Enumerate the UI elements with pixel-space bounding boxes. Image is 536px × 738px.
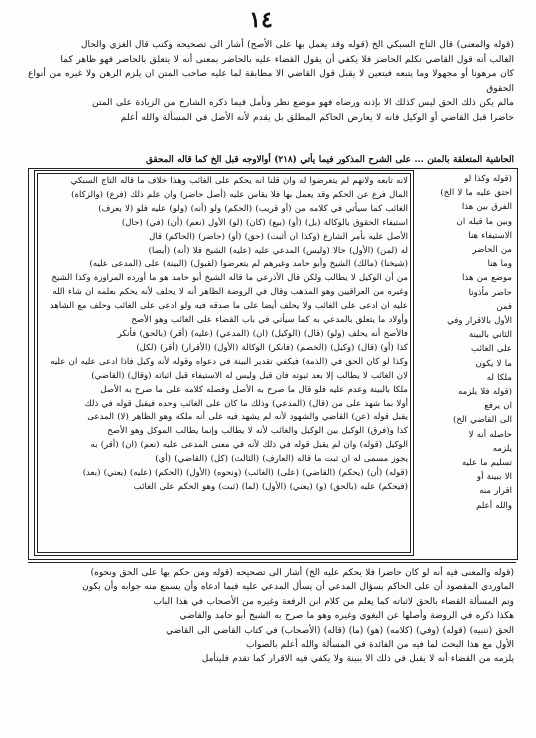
text-line: موضع من هذا: [462, 273, 512, 284]
text-line: كان مرهونا أو مجهولا وما يتبعه فيتعين لا يقبل قول القاضي الا مطابقة لما عليه صاحب المتن ان يلزم الرهن ولا غيره من أنواع الحقوق: [28, 68, 514, 94]
text-line: (قوله فلا يلزمه: [457, 387, 512, 398]
text-line: الى القاضي الخ): [453, 415, 512, 426]
text-line: يجوز مسمى له ان ثبت ما قاله (العارف) (الثالث) (كل) (القاضي) (أي): [155, 454, 408, 465]
text-line: وغيره من العراقيين وهو المذهب وقال في الروضة الظاهر أنه لا يحلف لأنه يحكم بعلمه ان شاء الله: [52, 287, 408, 298]
text-line: يلزمه: [492, 443, 512, 454]
text-line: (شيخنا) (مالك) الشيخ وأبو حامد وغيرهم لم يتعرضوا (لقبول) (البينة) على (المدعى عليه): [89, 259, 408, 270]
text-line: تسليم ما عليه: [461, 458, 512, 469]
text-line: احتق عليه ما لا الخ): [440, 188, 512, 199]
text-line: ما لا يكون: [475, 358, 512, 369]
upper-commentary-text: [28, 38, 514, 164]
text-line: ملكا بالبينة وعدم عليه فلو قال ما صرح به الأصل وفصله كلامه على ما صرح به الأصل: [100, 384, 408, 395]
text-line: كذا (أو) (قال) (وكيل) (الخصم) (فانكر) الوكالة (الأول) (الأقرار) (أقر) (لكل): [136, 342, 408, 353]
text-line: يقبل قوله (عن) القاضي والشهود لأنه لم يشهد فيه على أنه ملكه وهو الظاهر (لا) المدعى: [87, 412, 408, 423]
text-line: الثاني بالبينة: [468, 330, 512, 341]
text-line: (فيحكم) عليه (بالحق) (و) (يعني) (الأول) (لما) (ثبت) وهو الحكم على الغائب: [133, 481, 408, 492]
marginal-note-header: الحاشية المتعلقة بالمتن ... على الشرح المذكور فيما يأتي (٢١٨) أوالاوجه قبل الخ كما قاله المحقق: [146, 155, 514, 165]
text-line: الأول بالاقرار وفي: [447, 316, 512, 327]
text-line: والله أعلم: [476, 500, 512, 511]
text-line: الا ببينة أو: [476, 472, 512, 483]
text-line: له (لمن) (الأول) حالا (وليس) المدعي عليه (عليه) الشيخ فلا (أنه) (أيضا): [148, 245, 408, 256]
text-line: اقرار منه: [479, 486, 512, 497]
text-line: الفرق بين هذا: [461, 202, 512, 213]
text-line: (قوله والمعنى فيه أنه لو كان حاضرا فلا يحكم عليه الخ) أشار الى تصحيحه (قوله ومن حكم بها على الحق ونحوه): [90, 568, 514, 578]
text-line: ان يرفع: [484, 401, 512, 412]
text-line: الماوردي المقصود أن على الحاكم بسؤال المدعي أن يسأل المدعي عليه فيما ادعاه وأن يسمع منه جوابه وأن يكون: [82, 582, 514, 593]
text-line: هكذا ذكره في الروضة وأصلها عن البغوي وغيره وهو ما صرح به الشيخ أبو حامد والقاضي: [179, 611, 514, 622]
text-line: لان الغائب لا يطالب إلا بعد ثبوته فان قبل وليس له الاستيفاء قبل اثباته (وقال) (القاضي): [91, 370, 408, 381]
text-line: مالم يكن ذلك الحق ليس كذلك الا بإذنه ورضاه فهو موضع نظر وتأمل فيما ذكره الشارح من الزيادة على المتن: [92, 97, 514, 109]
text-line: يلزمه من القضاء أنه لا يقبل في ذلك الا ببينة ولا يكفي فيه الاقرار كما تقدم فليتأمل: [201, 654, 514, 665]
text-line: الأول مع هذا البحث لما فيه من الفائدة في المسألة والله أعلم بالصواب: [246, 640, 514, 651]
text-line: ملكا له: [486, 372, 512, 383]
text-line: حاضرا قبل القاضي أو الوكيل فانه لا يعارض الحاكم المطلق بل يقدم لأنه الأصل في المسألة والله أعلم: [120, 111, 514, 123]
text-line: وأولاد ما يتعلق بالمدعي به كما سيأتي في باب القضاء على الغائب وهو الأصح: [131, 315, 408, 326]
text-line: حاضر مأذونا: [468, 287, 512, 298]
text-line: الوكيل (قوله) وان لم يقبل قوله في ذلك لأنه في معنى المدعى عليه (نعم) (ان) (أقر) به: [90, 440, 408, 451]
text-line: فالأصح أنه يحلف (ولو) (قال) (الوكيل) (ان) (المدعي) (عليه) (أقر) (بالحق) فأنكر: [117, 328, 408, 339]
text-line: (قوله وكذا لو: [464, 174, 512, 184]
text-line: (قوله) (أن) (يحكم) (القاضي) (على) (الغائب) (ونحوه) (الأول) (الحكم) (عليه) (يعني) (بعد): [82, 468, 408, 479]
main-boxed-text: [40, 175, 408, 550]
text-line: وبين ما قبله ان: [456, 216, 512, 227]
text-line: الغائب كما سيأتي في كلامه من (أو قريب) (الحكم) ولو (أنه) (ولو) عليه فلو (لا يعرف): [98, 203, 408, 214]
text-line: وكذا لو كان الحق في (الذمة) فيكفي تقدير البينة في دعواه وقوله لأنه وكيل فاذا ادعى عليه ان عليه: [50, 356, 408, 367]
text-line: لانه تابعه ولانهم لم يتعرضوا له وان قلنا انه يحكم على الغائب وهذا خلاف ما قاله التاج السبكي: [70, 176, 408, 186]
page-folio-number: ١٤: [249, 7, 273, 33]
text-line: وما هنا: [487, 259, 512, 270]
text-line: الأصل عليه بأمر الشارع (وكذا ان أثبت) (حق) (أو) (حاضر) (الحاكم) قال: [149, 231, 408, 242]
text-line: وتم المسألة القضاء بالحق لاثباته كما يعلم من كلام ابن الرفعة وغيره من الأصحاب في هذا الباب: [153, 596, 514, 607]
text-line: كذا و(فرق) الوكيل بين الوكيل والغائب لأنه لا يطالب وإنما يطالب الموكل وهو الأصح: [107, 426, 408, 437]
text-line: (قوله والمعنى) قال التاج السبكي الخ (قوله وقد يعمل بها على الأصح) أشار الى تصحيحه وكتب قال الغزي والحال: [80, 39, 514, 50]
text-line: من الحاضر: [472, 245, 512, 256]
text-line: فمن: [496, 301, 512, 312]
text-line: الاستيفاء هنا: [468, 230, 512, 241]
section-divider: [28, 562, 516, 563]
side-gloss-column: [418, 172, 512, 556]
text-line: عليه ان ادعى على الغائب ولا يحلف أيضا على ما صدقه فيه ولو ادعى على الغائب وحلف مع الشاهد: [49, 301, 408, 312]
text-line: حاصله أنه لا: [468, 429, 512, 440]
text-line: الغالب أنه قول القاضي تكلم الحاضر فلا يكفي أن يقول القضاء عليه بالحاضر بمعنى أنه لا يتعلق بالحاضر فهو ظاهر كما: [60, 53, 514, 65]
text-line: على الغائب: [471, 344, 512, 355]
text-line: من أن الوكيل لا يطالب ولكن قال الأذرعي ما قاله الشيخ أبو حامد هو ما أورده المراوزة وكذا الشيخ: [51, 273, 408, 284]
text-line: أولا بما شهد على من (قال) (المدعي) وذلك ما كان على الغائب وحده فيقبل قوله في ذلك: [84, 398, 408, 409]
lower-commentary-text: [28, 566, 514, 716]
text-line: المال فرع عن الحكم وقد يعمل بها فلا يقاس عليه (أصل حاضر) وان علم ذلك (فرع) (والزكاة): [71, 189, 408, 200]
text-line: استيفاء الحقوق بالوكالة (بل) (أو) (بيع) (كان) (لو) الأول (نعم) (أن) (في) (حال): [121, 217, 408, 228]
text-line: الحق (تنبيه) (قوله) (وفي) (كلامه) (هو) (ما) (قاله) (الأصحاب) في كتاب القاضي الى القاضي: [166, 625, 514, 636]
